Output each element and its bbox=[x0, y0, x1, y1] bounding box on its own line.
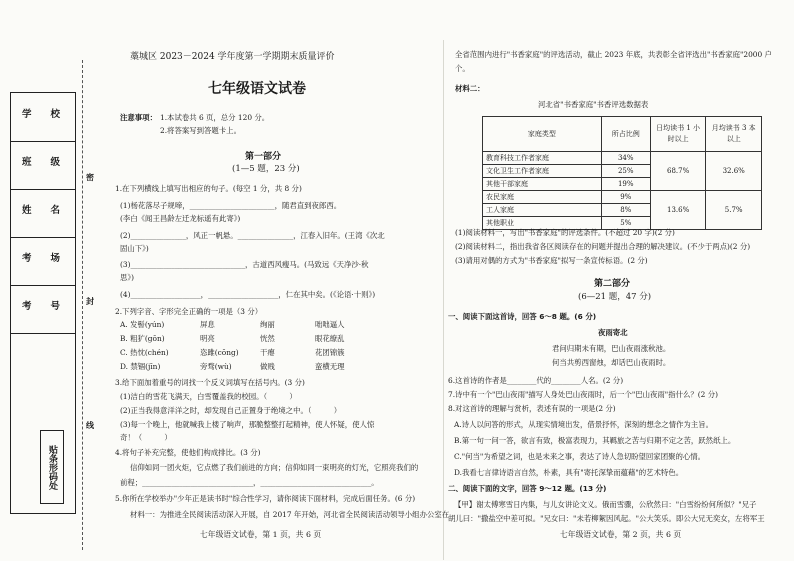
group2-monthly: 5.7% bbox=[706, 191, 762, 230]
q8-b[interactable]: B.第一句一问一答，欲言有致，极富表现力，其羁旅之苦与归期不定之苦，跃然纸上。 bbox=[454, 436, 736, 445]
row-type: 教育科技工作者家庭 bbox=[483, 152, 602, 165]
q2-a2: 屏息 bbox=[200, 320, 215, 329]
group2-daily: 13.6% bbox=[650, 191, 706, 230]
q8-a[interactable]: A.诗人以问答的形式，从现实情境出发，借景抒怀，深刻的想念之情作为主旨。 bbox=[454, 420, 713, 429]
seal-mark-2: 封 bbox=[86, 297, 94, 306]
task-1: (1)阅读材料一，写出"书香家庭"的评选条件。(不超过 20 字)(2 分) bbox=[455, 228, 675, 237]
group1-daily: 68.7% bbox=[650, 152, 706, 191]
seal-mark-1: 密 bbox=[86, 173, 94, 182]
poem-title: 夜雨寄北 bbox=[598, 328, 628, 337]
q2-c1[interactable]: C. 热忱(chén) bbox=[120, 348, 169, 357]
q1-3: (3)_______________________________，古道西风瘦马。(马致远《天净沙·秋 bbox=[120, 260, 369, 269]
q4: 4.将句子补充完整，使他们构成排比。(3 分) bbox=[115, 448, 261, 457]
reading-table bbox=[482, 116, 762, 230]
passage-line-2: 胡儿曰："撒盐空中差可拟。"兄女曰："未若柳絮因风起。"公大笑乐。即公大兄无奕女，左将军王 bbox=[448, 514, 765, 523]
notice-label: 注意事项： bbox=[120, 113, 157, 122]
q7: 7.诗中有一个"巴山夜雨"描写人身处巴山夜雨时，后一个"巴山夜雨"指什么？(2 分) bbox=[448, 390, 718, 399]
row-type: 其他职业 bbox=[483, 217, 602, 230]
q5: 5.你所在学校举办"少年正是读书时"综合性学习，请你阅读下面材料，完成后面任务。(6 分) bbox=[115, 494, 416, 503]
passage-line-1: 【甲】谢太傅寒雪日内集，与儿女讲论文义。俄而雪骤，公欣然曰："白雪纷纷何所似？"兄子 bbox=[454, 500, 757, 509]
row-pct: 25% bbox=[601, 165, 650, 178]
q3-2: (2)正当我得意洋洋之时，却发现自己正置身于绝境之中。（ ） bbox=[120, 406, 342, 415]
exam-header: 藁城区 2023－2024 学年度第一学期期末质量评价 bbox=[130, 52, 335, 62]
q1-1b: (李白《闻王昌龄左迁龙标遥有此寄》) bbox=[120, 214, 241, 223]
q2-c4: 花团锦簇 bbox=[315, 348, 345, 357]
q4-2: 前程；______________________________，______________________________。 bbox=[120, 478, 379, 487]
row-pct: 19% bbox=[601, 178, 650, 191]
part1-title: 第一部分 bbox=[245, 152, 282, 162]
group1-monthly: 32.6% bbox=[706, 152, 762, 191]
name-label: 姓 名 bbox=[22, 205, 61, 216]
q3-1: (1)洁白的雪花飞满天，白雪覆盖我的校园。（ ） bbox=[120, 392, 297, 401]
q2-d3: 做贱 bbox=[260, 362, 275, 371]
section-1: 一、阅读下面这首诗，回答 6～8 题。(6 分) bbox=[448, 312, 597, 321]
barcode-area[interactable]: 贴条形码处 bbox=[40, 430, 64, 504]
th-type: 家庭类型 bbox=[483, 117, 602, 152]
poem-line-2: 何当共剪西窗烛，却话巴山夜雨时。 bbox=[552, 358, 671, 367]
row-type: 农民家庭 bbox=[483, 191, 602, 204]
q8-d[interactable]: D.我看七言律诗语言自然，朴素，具有"寄托深挚而蕴藉"的艺术特色。 bbox=[454, 468, 684, 477]
q4-1: 信仰如同一团火炬，它点燃了我们前进的方向；信仰如同一束明亮的灯光，它照亮我们的 bbox=[130, 463, 419, 472]
q2-b2: 明亮 bbox=[200, 334, 215, 343]
row-pct: 34% bbox=[601, 152, 650, 165]
table-title: 河北省"书香家庭"书香评选数据表 bbox=[538, 100, 649, 109]
row-pct: 5% bbox=[601, 217, 650, 230]
q2-a4: 咄咄逼人 bbox=[315, 320, 345, 329]
q2-d1[interactable]: D. 禁锢(jīn) bbox=[120, 362, 161, 371]
q1-4: (4)___________________，___________________，仁在其中矣。(《论语·十则》) bbox=[120, 290, 376, 299]
row-pct: 9% bbox=[601, 191, 650, 204]
q2-d2: 旁骛(wù) bbox=[200, 362, 232, 371]
seal-line bbox=[82, 60, 83, 550]
q3: 3.给下面加着重号的词找一个反义词填写在括号内。(3 分) bbox=[115, 378, 305, 387]
q6: 6.这首诗的作者是________代的________人名。(2 分) bbox=[448, 376, 624, 385]
q1-3b: 思》) bbox=[120, 273, 134, 282]
th-pct: 所占比例 bbox=[601, 117, 650, 152]
q5-material1: 材料一：为推进全民阅读活动深入开展，自 2017 年开始，河北省全民阅读活动领导小组办公室在 bbox=[130, 510, 450, 519]
q8-c[interactable]: C."何当"为希望之词，也是未来之事，表达了诗人急切盼望回家团聚的心情。 bbox=[454, 452, 706, 461]
row-type: 其他干部家庭 bbox=[483, 178, 602, 191]
poem-line-1: 君问归期未有期，巴山夜雨涨秋池。 bbox=[552, 344, 671, 353]
room-label: 考 场 bbox=[22, 253, 61, 264]
q2-d4: 蛮横无理 bbox=[315, 362, 345, 371]
material1-cont-2: 个。 bbox=[455, 64, 470, 73]
material1-cont: 全省范围内进行"书香家庭"的评选活动，截止 2023 年底，共表彰全省评选出"书香家庭"2000 户 bbox=[455, 50, 772, 59]
part2-title: 第二部分 bbox=[594, 279, 631, 289]
q3-3: (3)每一个晚上，他就喊我上楼了响声，那脆整整打起精神，使人怀疑，使人惊 bbox=[120, 420, 375, 429]
page-divider bbox=[443, 40, 444, 560]
class-label: 班 级 bbox=[22, 157, 61, 168]
task-2: (2)阅读材料二，指出我省各区阅读存在的问题并提出合理的解决建议。(不少于两点)(2 分) bbox=[455, 242, 751, 251]
section-2: 二、阅读下面的文字，回答 9～12 题。(13 分) bbox=[448, 484, 607, 493]
material2-label: 材料二： bbox=[455, 84, 485, 93]
q2-b3: 恍然 bbox=[260, 334, 275, 343]
q1: 1.在下列横线上填写出相应的句子。(每空 1 分，共 8 分) bbox=[115, 184, 302, 193]
q2-b1[interactable]: B. 粗犷(gōn) bbox=[120, 334, 165, 343]
footer-right: 七年级语文试卷，第 2 页，共 6 页 bbox=[560, 530, 682, 539]
task-3: (3)请用对偶的方式为"书香家庭"拟写一条宣传标语。(2 分) bbox=[455, 256, 648, 265]
q2-c2: 恣雎(cōng) bbox=[200, 348, 239, 357]
q1-2: (2)_______________，风正一帆悬。_______________，江春入旧年。(王湾《次北 bbox=[120, 231, 385, 240]
number-label: 考 号 bbox=[22, 301, 61, 312]
part2-sub: (6—21 题，47 分) bbox=[578, 292, 652, 302]
notice-1: 1.本试卷共 6 页，总分 120 分。 bbox=[160, 113, 270, 122]
school-label: 学 校 bbox=[22, 109, 61, 120]
seal-mark-3: 线 bbox=[86, 421, 94, 430]
q2-c3: 干瘪 bbox=[260, 348, 275, 357]
exam-title: 七年级语文试卷 bbox=[208, 81, 306, 97]
q1-1: (1)杨花落尽子规啼，_______________________，随君直到夜郎西。 bbox=[120, 201, 342, 210]
q2-a1[interactable]: A. 发髻(yún) bbox=[120, 320, 165, 329]
row-type: 文化卫生工作者家庭 bbox=[483, 165, 602, 178]
row-pct: 8% bbox=[601, 204, 650, 217]
row-type: 工人家庭 bbox=[483, 204, 602, 217]
q1-2b: 固山下》) bbox=[120, 244, 149, 253]
part1-sub: (1—5 题，23 分) bbox=[232, 164, 300, 174]
notice-2: 2.将答案写到答题卡上。 bbox=[160, 126, 241, 135]
q2: 2.下列字音、字形完全正确的一项是（3 分） bbox=[115, 307, 263, 316]
th-daily: 日均读书 1 小时以上 bbox=[650, 117, 706, 152]
q8: 8.对这首诗的理解与赏析，表述有误的一项是(2 分) bbox=[448, 404, 616, 413]
th-monthly: 月均读书 3 本以上 bbox=[706, 117, 762, 152]
q2-b4: 眼花缭乱 bbox=[315, 334, 345, 343]
q3-3b: 奇！（ ） bbox=[120, 433, 172, 442]
q2-a3: 绚丽 bbox=[260, 320, 275, 329]
footer-left: 七年级语文试卷，第 1 页，共 6 页 bbox=[200, 530, 322, 539]
